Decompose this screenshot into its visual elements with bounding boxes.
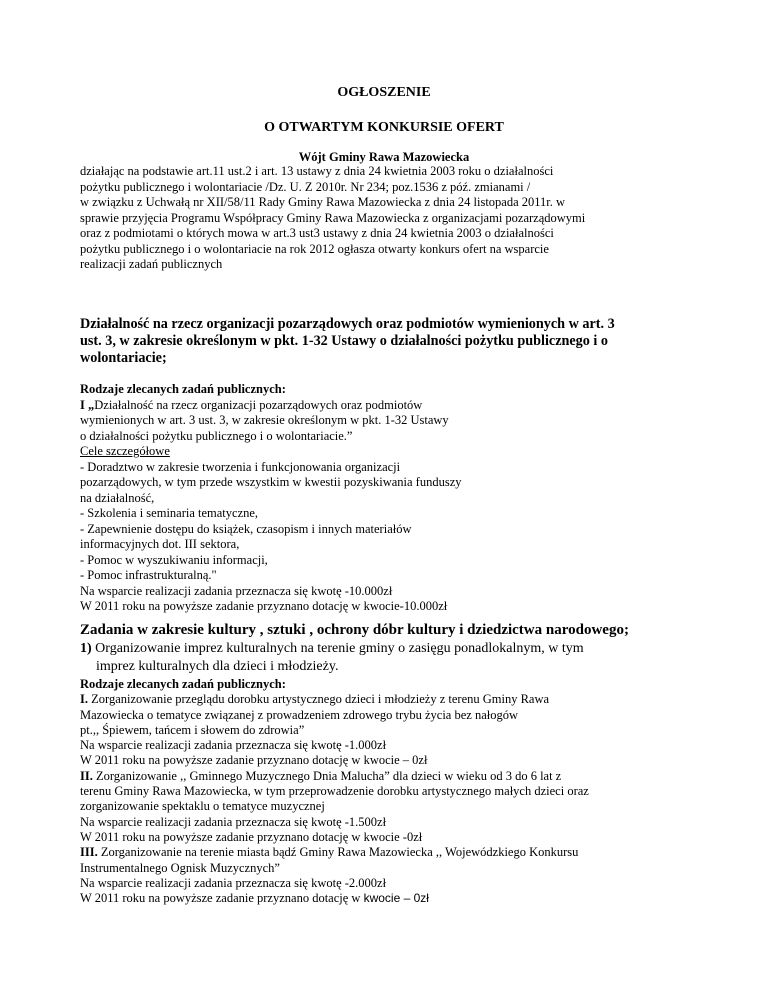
- task-line: pt.,, Śpiewem, tańcem i słowem do zdrowia”: [80, 722, 305, 737]
- task-line: o działalności pożytku publicznego i o wolontariacie.”: [80, 428, 353, 443]
- subheading-line: imprez kulturalnych dla dzieci i młodzieży.: [96, 659, 339, 674]
- grant-line: [80, 891, 740, 906]
- heading-line: wolontariacie;: [80, 350, 167, 366]
- text-line: pożytku publicznego i o wolontariacie na rok 2012 ogłasza otwarty konkurs ofert na wsparcie: [80, 241, 549, 256]
- funding-line: Na wsparcie realizacji zadania przeznacza się kwotę -2.000zł: [80, 875, 387, 890]
- text-line: sprawie przyjęcia Programu Współpracy Gminy Rawa Mazowiecka z organizacjami pozarządowymi: [80, 210, 586, 225]
- text-line: realizacji zadań publicznych: [80, 257, 223, 271]
- funding-line: Na wsparcie realizacji zadania przeznacza się kwotę -1.000zł: [80, 738, 387, 753]
- text-line: w związku z Uchwałą nr XII/58/11 Rady Gminy Rawa Mazowiecka z dnia 24 listopada 2011r. w: [80, 195, 566, 209]
- kinds-label: Rodzaje zlecanych zadań publicznych:: [80, 677, 286, 691]
- intro-paragraph: [80, 164, 720, 273]
- task-line: zorganizowanie spektaklu o tematyce muzycznej: [80, 799, 325, 814]
- task-text: Zorganizowanie na terenie miasta bądź Gminy Rawa Mazowiecka ,, Wojewódzkiego Konkursu: [97, 845, 579, 860]
- task-text: Zorganizowanie ,, Gminnego Muzycznego Dnia Malucha” dla dzieci w wieku od 3 do 6 lat z: [92, 768, 562, 783]
- goal-line: - Doradztwo w zakresie tworzenia i funkcjonowania organizacji: [80, 459, 401, 474]
- task-text: Działalność na rzecz organizacji pozarządowych oraz podmiotów: [94, 397, 423, 412]
- funding-line: Na wsparcie realizacji zadania przeznacza się kwotę -1.500zł: [80, 814, 387, 829]
- task-prefix: I „: [80, 397, 95, 412]
- text-line: oraz z podmiotami o których mowa w art.3 ust3 ustawy z dnia 24 kwietnia 2003 o działalności: [80, 226, 554, 240]
- section2-subheading: [80, 640, 740, 676]
- page-subtitle: O OTWARTYM KONKURSIE OFERT: [264, 120, 504, 135]
- subheading-line: [80, 640, 740, 658]
- section1-body: [80, 382, 720, 615]
- task-line: [80, 692, 740, 707]
- task-line: Instrumentalnego Ognisk Muzycznych”: [80, 860, 280, 875]
- text-line: pożytku publicznego i wolontariacie /Dz. U. Z 2010r. Nr 234; poz.1536 z póź. zmianami /: [80, 179, 531, 194]
- heading-line: ust. 3, w zakresie określonym w pkt. 1-32 Ustawy o działalności pożytku publicznego i o: [80, 333, 608, 349]
- kinds-label: Rodzaje zlecanych zadań publicznych:: [80, 382, 286, 396]
- issuer-heading: Wójt Gminy Rawa Mazowiecka: [298, 150, 470, 164]
- task-line: [80, 769, 740, 784]
- sub-text: Organizowanie imprez kulturalnych na terenie gminy o zasięgu ponadlokalnym, w tym: [91, 641, 584, 656]
- grant-text: W 2011 roku na powyższe zadanie przyznano dotację w: [80, 891, 364, 906]
- goals-label: Cele szczegółowe: [80, 444, 170, 458]
- grant-amount: kwocie – 0zł: [363, 891, 429, 906]
- task-text: Zorganizowanie przeglądu dorobku artystycznego dzieci i młodzieży z terenu Gminy Rawa: [88, 692, 550, 707]
- goal-line: - Pomoc infrastrukturalną.": [80, 568, 217, 582]
- goal-line: - Zapewnienie dostępu do książek, czasopism i innych materiałów: [80, 521, 412, 536]
- goal-line: - Szkolenia i seminaria tematyczne,: [80, 506, 259, 520]
- grant-line: W 2011 roku na powyższe zadanie przyznano dotację w kwocie -0zł: [80, 829, 423, 844]
- goal-line: pozarządowych, w tym przede wszystkim w kwestii pozyskiwania funduszy: [80, 475, 462, 489]
- task-number: II.: [80, 768, 93, 783]
- sub-number: 1): [80, 641, 92, 656]
- task-line: wymienionych w art. 3 ust. 3, w zakresie określonym w pkt. 1-32 Ustawy: [80, 413, 449, 427]
- goal-line: na działalność,: [80, 490, 155, 505]
- funding-line: Na wsparcie realizacji zadania przeznacza się kwotę -10.000zł: [80, 583, 393, 598]
- page-title: OGŁOSZENIE: [337, 85, 431, 100]
- task-number: III.: [80, 845, 98, 860]
- task-line: Mazowiecka o tematyce związanej z prowadzeniem zdrowego trybu życia bez nałogów: [80, 707, 518, 722]
- task-line: [80, 398, 720, 414]
- task-number: I.: [80, 692, 88, 707]
- task-line: [80, 845, 740, 860]
- grant-line: W 2011 roku na powyższe zadanie przyznano dotację w kwocie-10.000zł: [80, 599, 448, 613]
- task-line: terenu Gminy Rawa Mazowiecka, w tym przeprowadzenie dorobku artystycznego małych dzieci oraz: [80, 784, 589, 799]
- section1-heading: [80, 316, 720, 367]
- section2-heading: Zadania w zakresie kultury , sztuki , ochrony dóbr kultury i dziedzictwa narodowego;: [80, 622, 629, 638]
- heading-line: Działalność na rzecz organizacji pozarządowych oraz podmiotów wymienionych w art. 3: [80, 316, 615, 332]
- goal-line: - Pomoc w wyszukiwaniu informacji,: [80, 552, 268, 567]
- section2-body: [80, 677, 740, 906]
- grant-line: W 2011 roku na powyższe zadanie przyznano dotację w kwocie – 0zł: [80, 753, 428, 768]
- goal-line: informacyjnych dot. III sektora,: [80, 537, 240, 551]
- text-line: działając na podstawie art.11 ust.2 i art. 13 ustawy z dnia 24 kwietnia 2003 roku o działalności: [80, 164, 554, 178]
